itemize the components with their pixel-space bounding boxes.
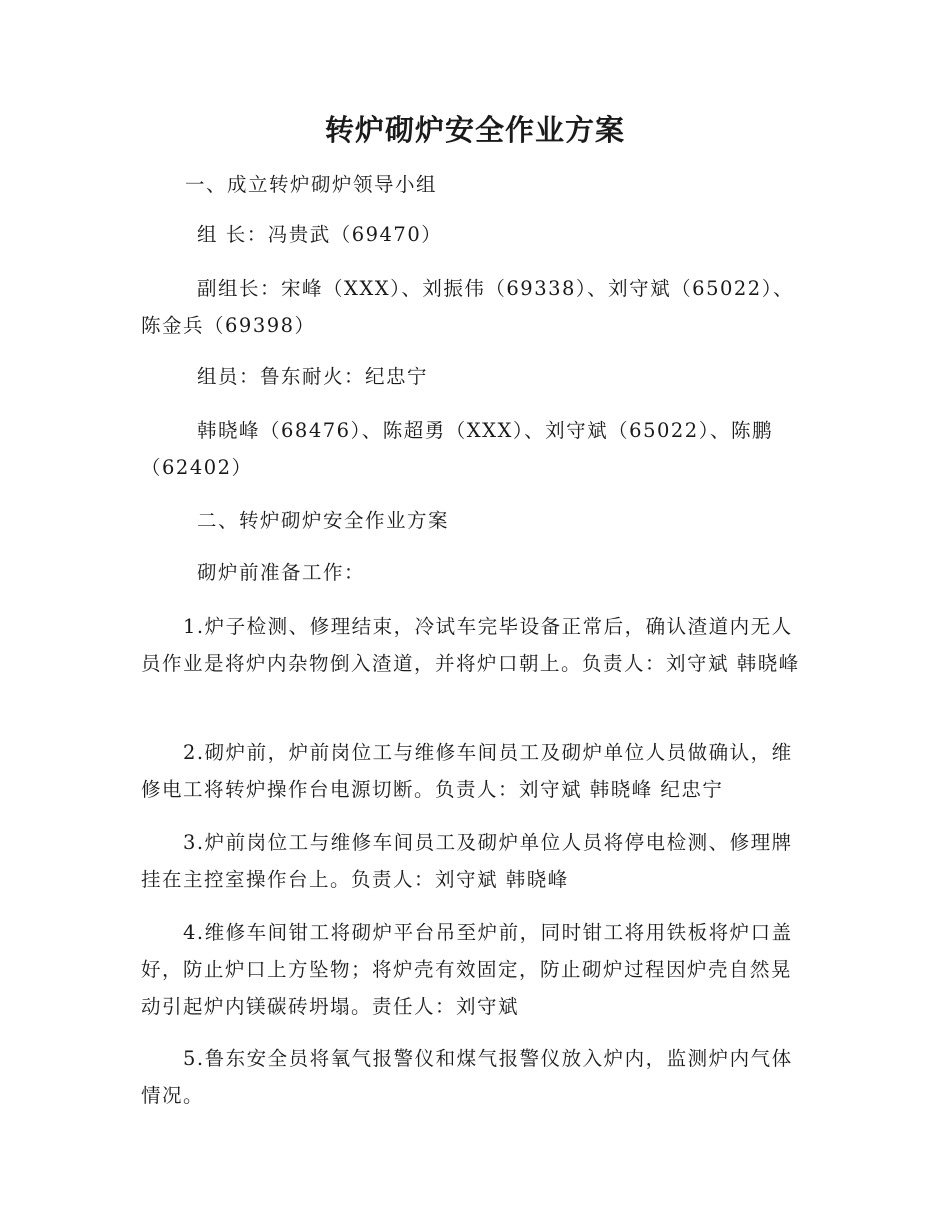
members-line-2: 韩晓峰（68476）、陈超勇（XXX）、刘守斌（65022）、陈鹏（62402）	[141, 419, 773, 479]
item-3: 3.炉前岗位工与维修车间员工及砌炉单位人员将停电检测、修理牌挂在主控室操作台上。负责人：刘守斌 韩晓峰	[141, 831, 793, 891]
document-title: 转炉砌炉安全作业方案	[324, 113, 625, 147]
prep-heading: 砌炉前准备工作：	[197, 561, 366, 584]
item-2: 2.砌炉前，炉前岗位工与维修车间员工及砌炉单位人员做确认，维修电工将转炉操作台电源切断。负责人：刘守斌 韩晓峰 纪忠宁	[141, 741, 793, 801]
item-5: 5.鲁东安全员将氧气报警仪和煤气报警仪放入炉内，监测炉内气体情况。	[141, 1047, 793, 1107]
item-1: 1.炉子检测、修理结束，冷试车完毕设备正常后，确认渣道内无人员作业是将炉内杂物倒入渣道，并将炉口朝上。负责人：刘守斌 韩晓峰	[141, 615, 800, 675]
deputy-leaders-line: 副组长：宋峰（XXX）、刘振伟（69338）、刘守斌（65022）、陈金兵（69398）	[141, 277, 794, 337]
leader-line: 组 长：冯贵武（69470）	[197, 223, 443, 246]
item-4: 4.维修车间钳工将砌炉平台吊至炉前，同时钳工将用铁板将炉口盖好，防止炉口上方坠物；将炉壳有效固定，防止砌炉过程因炉壳自然晃动引起炉内镁碳砖坍塌。责任人：刘守斌	[141, 921, 793, 1018]
section2-heading: 二、转炉砌炉安全作业方案	[197, 509, 450, 532]
section1-heading: 一、成立转炉砌炉领导小组	[185, 173, 438, 196]
members-line-1: 组员：鲁东耐火：纪忠宁	[197, 365, 429, 388]
